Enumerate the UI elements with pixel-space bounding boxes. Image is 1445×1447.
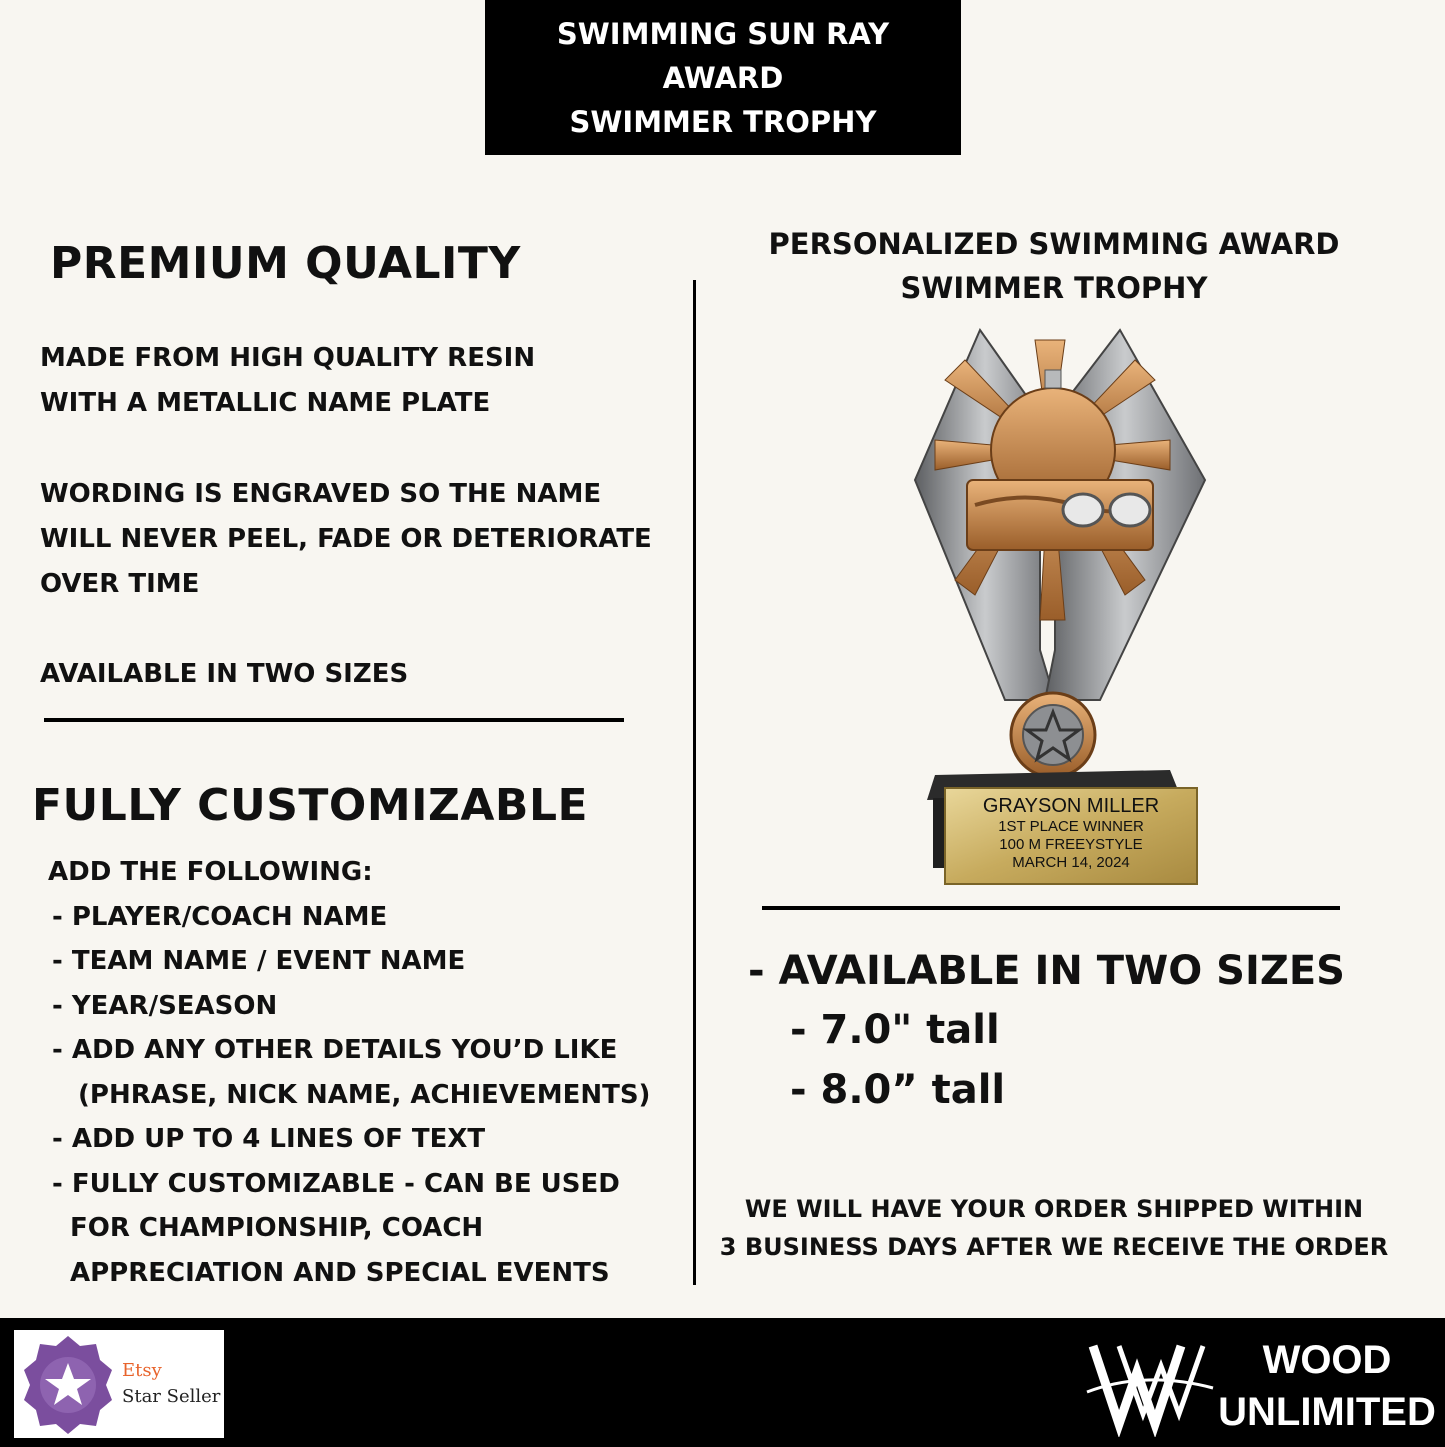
list-item: APPRECIATION AND SPECIAL EVENTS	[70, 1257, 610, 1288]
size-option-1: - 7.0" tall	[790, 1007, 1000, 1053]
premium-quality-heading: PREMIUM QUALITY	[50, 238, 521, 289]
engraved-line1: WORDING IS ENGRAVED SO THE NAME	[40, 479, 602, 509]
list-item: - ADD UP TO 4 LINES OF TEXT	[52, 1124, 486, 1154]
shipping-note	[700, 1190, 1408, 1266]
list-item: FOR CHAMPIONSHIP, COACH	[70, 1213, 484, 1243]
list-item: - ADD ANY OTHER DETAILS YOU’D LIKE	[52, 1035, 618, 1065]
plate-line1: GRAYSON MILLER	[982, 795, 1160, 817]
list-item: - TEAM NAME / EVENT NAME	[52, 946, 466, 976]
brand-line2: UNLIMITED	[1218, 1390, 1436, 1434]
resin-paragraph	[40, 336, 535, 426]
list-item: - PLAYER/COACH NAME	[52, 901, 388, 932]
shipping-line1: WE WILL HAVE YOUR ORDER SHIPPED WITHIN	[744, 1195, 1364, 1223]
brand-name	[1212, 1334, 1442, 1438]
product-title-line2: SWIMMER TROPHY	[900, 271, 1208, 305]
left-divider	[44, 718, 624, 722]
trophy-image	[905, 320, 1215, 900]
list-item: (PHRASE, NICK NAME, ACHIEVEMENTS)	[78, 1079, 651, 1110]
plate-line3: 100 M FREEYSTYLE	[999, 836, 1143, 853]
list-item: ADD THE FOLLOWING:	[48, 857, 373, 887]
resin-line2: WITH A METALLIC NAME PLATE	[40, 388, 491, 418]
header-title-line2: AWARD	[662, 60, 784, 95]
sizes-heading: - AVAILABLE IN TWO SIZES	[748, 948, 1345, 994]
shipping-line2: 3 BUSINESS DAYS AFTER WE RECEIVE THE ORDER	[719, 1233, 1389, 1261]
star-seller-label: Star Seller	[122, 1386, 221, 1407]
wood-unlimited-logo-icon	[1085, 1332, 1215, 1437]
right-divider	[762, 906, 1340, 910]
engraved-line2: WILL NEVER PEEL, FADE OR DETERIORATE	[40, 524, 652, 554]
etsy-label: Etsy	[122, 1360, 162, 1381]
resin-line1: MADE FROM HIGH QUALITY RESIN	[40, 343, 536, 373]
center-divider	[693, 280, 696, 1285]
name-plate	[945, 794, 1197, 872]
etsy-text	[122, 1358, 220, 1410]
list-item: - FULLY CUSTOMIZABLE - CAN BE USED	[52, 1168, 620, 1199]
sizes-block	[748, 942, 1345, 1120]
star-seller-icon	[18, 1330, 118, 1438]
list-item: - YEAR/SEASON	[52, 990, 278, 1021]
header-title-line3: SWIMMER TROPHY	[569, 104, 877, 139]
engraved-paragraph	[40, 472, 652, 607]
brand-line1: WOOD	[1262, 1338, 1392, 1382]
product-title	[700, 222, 1408, 310]
engraved-line3: OVER TIME	[40, 569, 200, 599]
header-title-box	[485, 0, 961, 155]
fully-customizable-heading: FULLY CUSTOMIZABLE	[32, 780, 589, 831]
footer-bar	[0, 1318, 1445, 1447]
customization-list	[48, 850, 650, 1295]
plate-line4: MARCH 14, 2024	[1012, 854, 1130, 871]
sizes-paragraph: AVAILABLE IN TWO SIZES	[40, 659, 409, 689]
product-title-line1: PERSONALIZED SWIMMING AWARD	[768, 227, 1340, 261]
etsy-star-seller-badge	[14, 1330, 224, 1438]
plate-line2: 1ST PLACE WINNER	[998, 818, 1144, 835]
header-title-line1: SWIMMING SUN RAY	[556, 16, 890, 51]
size-option-2: - 8.0” tall	[790, 1067, 1006, 1113]
